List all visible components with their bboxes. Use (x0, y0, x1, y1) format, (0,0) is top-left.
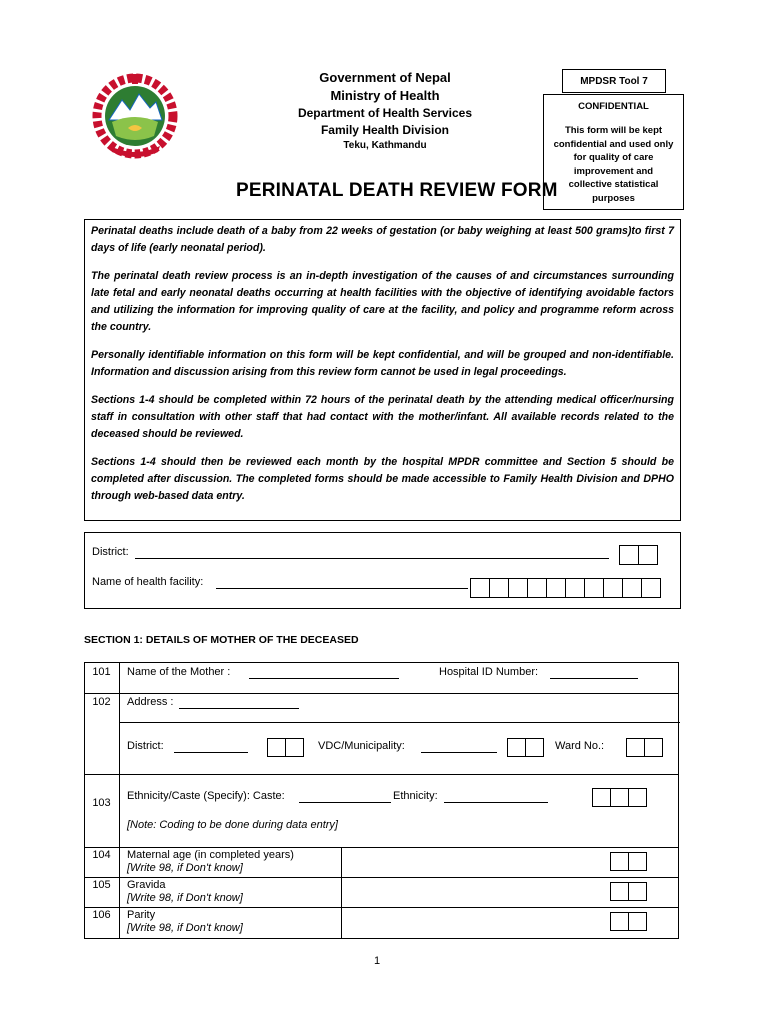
vdc-code-box[interactable] (507, 738, 526, 757)
header-ministry: Ministry of Health (330, 88, 440, 103)
header-location: Teku, Kathmandu (343, 140, 427, 151)
facility-code-box[interactable] (470, 578, 490, 598)
ethnicity-code-box[interactable] (628, 788, 647, 807)
district-field[interactable] (174, 752, 248, 753)
ethnicity-field[interactable] (444, 802, 548, 803)
ethnicity-code-box[interactable] (592, 788, 611, 807)
row-number: 102 (92, 696, 111, 708)
district-code-box[interactable] (285, 738, 304, 757)
section1-title: SECTION 1: DETAILS OF MOTHER OF THE DECEASED (84, 634, 359, 646)
ward-code-box[interactable] (626, 738, 645, 757)
row-divider (85, 877, 678, 878)
header-government: Government of Nepal (319, 70, 451, 85)
vdc-field[interactable] (421, 752, 497, 753)
column-divider (119, 663, 120, 938)
confidential-title: CONFIDENTIAL (578, 101, 649, 112)
facility-code-box[interactable] (565, 578, 585, 598)
maternal-age-hint: [Write 98, if Don't know] (127, 862, 243, 874)
row-divider (85, 774, 678, 775)
row-number: 105 (92, 879, 111, 891)
tool-label-box: MPDSR Tool 7 (562, 69, 666, 93)
parity-label: Parity (127, 909, 156, 921)
address-field[interactable] (179, 708, 299, 709)
gravida-box[interactable] (610, 882, 629, 901)
parity-hint: [Write 98, if Don't know] (127, 922, 243, 934)
gravida-box[interactable] (628, 882, 647, 901)
district-code-box[interactable] (638, 545, 658, 565)
district-code-box[interactable] (619, 545, 639, 565)
district-code-box[interactable] (267, 738, 286, 757)
section1-table (84, 662, 679, 939)
maternal-age-box[interactable] (610, 852, 629, 871)
caste-label: Ethnicity/Caste (Specify): Caste: (127, 790, 285, 802)
gravida-hint: [Write 98, if Don't know] (127, 892, 243, 904)
mother-name-field[interactable] (249, 678, 399, 679)
vdc-label: VDC/Municipality: (318, 740, 405, 752)
intro-paragraph: Sections 1-4 should then be reviewed each month by the hospital MPDR committee and Section 5 should be completed after discussion. The completed forms should be made accessible to Family Health Division and DPHO through web-based data entry. (91, 456, 674, 502)
page-number: 1 (374, 955, 381, 967)
hospital-id-field[interactable] (550, 678, 638, 679)
facility-code-box[interactable] (622, 578, 642, 598)
district-field[interactable] (135, 558, 609, 559)
row-divider (85, 907, 678, 908)
intro-box (84, 219, 681, 521)
caste-field[interactable] (299, 802, 391, 803)
confidential-body: This form will be kept confidential and used only for quality of care improvement and collective statistical purposes (553, 125, 674, 204)
facility-code-box[interactable] (527, 578, 547, 598)
facility-box (84, 532, 681, 609)
facility-code-box[interactable] (584, 578, 604, 598)
gravida-label: Gravida (127, 879, 166, 891)
confidential-box (543, 94, 684, 210)
maternal-age-box[interactable] (628, 852, 647, 871)
row-number: 103 (92, 797, 111, 809)
ward-label: Ward No.: (555, 740, 605, 752)
ward-code-box[interactable] (644, 738, 663, 757)
row-divider (85, 847, 678, 848)
maternal-age-label: Maternal age (in completed years) (127, 849, 294, 861)
facility-code-box[interactable] (489, 578, 509, 598)
facility-code-box[interactable] (603, 578, 623, 598)
hospital-id-label: Hospital ID Number: (439, 666, 539, 678)
parity-box[interactable] (610, 912, 629, 931)
facility-label: Name of health facility: (92, 576, 204, 588)
ethnicity-code-box[interactable] (610, 788, 629, 807)
ethnicity-label: Ethnicity: (393, 790, 438, 802)
parity-box[interactable] (628, 912, 647, 931)
column-divider (341, 847, 342, 938)
district-label: District: (92, 546, 129, 558)
facility-code-box[interactable] (546, 578, 566, 598)
form-title: PERINATAL DEATH REVIEW FORM (236, 180, 558, 201)
facility-code-box[interactable] (641, 578, 661, 598)
intro-paragraph: Personally identifiable information on this form will be kept confidential, and will be grouped and non-identifiable. Information and discussion arising from this review form cannot be used in legal proceedings. (91, 349, 674, 378)
row-number: 106 (92, 909, 111, 921)
intro-paragraph: Perinatal deaths include death of a baby from 22 weeks of gestation (or baby weighing at least 500 grams)to first 7 days of life (early neonatal period). (91, 225, 674, 254)
intro-paragraph: The perinatal death review process is an in-depth investigation of the causes of and circumstances surrounding late fetal and early neonatal deaths occurring at health facilities with the objective of identifying avoidable factors and utilizing the information for improving quality of care at the facility, and policy and programme reform across the country. (91, 270, 674, 333)
header-division: Family Health Division (320, 123, 450, 137)
nepal-emblem-logo (92, 72, 178, 162)
row-divider (85, 693, 678, 694)
vdc-code-box[interactable] (525, 738, 544, 757)
coding-note: [Note: Coding to be done during data entry] (127, 819, 338, 831)
intro-paragraph: Sections 1-4 should be completed within 72 hours of the perinatal death by the attending medical officer/nursing staff in consultation with other staff that had contact with the mother/infant. All available records related to the deceased should be reviewed. (91, 394, 674, 440)
row-number: 104 (92, 849, 111, 861)
address-divider (119, 722, 680, 723)
header-department: Department of Health Services (297, 106, 473, 120)
row-number: 101 (92, 666, 111, 678)
district-label: District: (127, 740, 164, 752)
facility-code-box[interactable] (508, 578, 528, 598)
facility-field[interactable] (216, 588, 468, 589)
mother-name-label: Name of the Mother : (127, 666, 231, 678)
address-label: Address : (127, 696, 174, 708)
